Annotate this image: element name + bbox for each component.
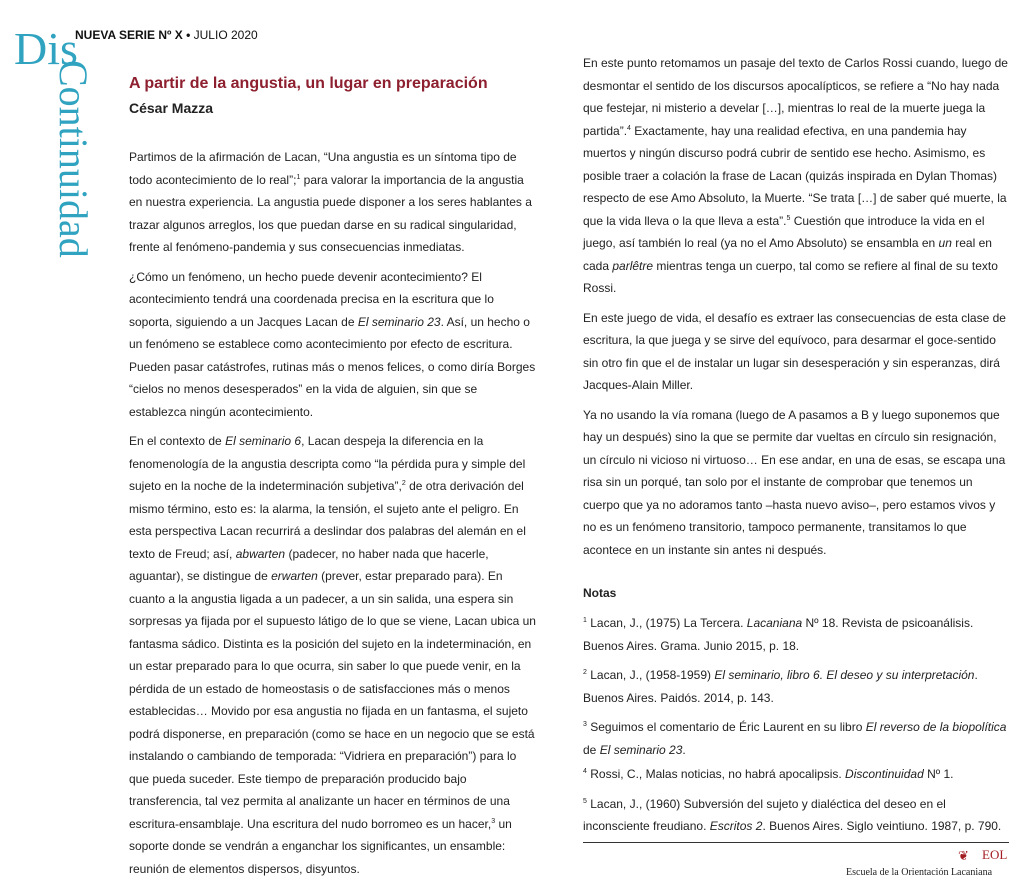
right-column — [583, 52, 1008, 568]
italic-text: El seminario 6 — [225, 434, 302, 448]
text: Rossi, C., Malas noticias, no habrá apocalipsis. — [586, 767, 846, 781]
text: (padecer, no haber nada que hacerle, aguantar), se distingue de — [129, 546, 489, 583]
footnote-ref-1: 1 — [296, 173, 301, 181]
paragraph-6: Ya no usando la vía romana (luego de A pasamos a B y luego suponemos que hay un después) sino la que se permite dar vueltas en círculo sin resignación, un círculo ni vicioso ni virtuoso… En ese andar, en una de esas, se escapa una risa sin un porqué, tan solo por el instante de comprobar que tenemos un cuerpo que ya no adoramos tanto –hasta nuevo aviso–, pero estamos vivos y no es un fenómeno transitorio, tampoco permanente, transitamos lo que acontece en un instante sin antes ni después. — [583, 407, 1006, 557]
text: Nº 18. Revista de psicoanálisis. Buenos Aires. Grama. Junio 2015, p. 18. — [583, 616, 974, 653]
paragraph-1 — [129, 146, 537, 259]
note-number: 5 — [583, 797, 587, 805]
discontinuidad-logo-graphic — [12, 8, 122, 268]
issue-header — [75, 28, 258, 42]
paragraph-3 — [129, 430, 537, 880]
note-2 — [583, 664, 1008, 709]
text: En este punto retomamos un pasaje del texto de Carlos Rossi cuando, luego de desmontar el sentido de los discursos apocalípticos, se refiere a “No hay nada que festejar, ni misterio a develar […], mientras lo real de la muerte juega la partida”. — [583, 56, 1008, 138]
notes-list — [583, 612, 1008, 845]
logo-part2: Continuidad — [51, 60, 96, 258]
text: Exactamente, hay una realidad efectiva, en una pandemia hay muertos y ningún discurso podrá cubrir de sentido ese hecho. Asimismo, es posible traer a colación la frase de Lacan (quizás inspirada en Dylan Thomas) respecto de ese Amo Absoluto, la Muerte. “Se trata […] de saber qué muerte, la que la vida lleva o la que lleva a esta”. — [583, 123, 1007, 228]
text: real en cada — [583, 236, 992, 273]
text: . — [682, 742, 686, 757]
text: Seguimos el comentario de Éric Laurent en su libro — [586, 720, 866, 734]
text: En el contexto de — [129, 434, 226, 448]
italic-text: El seminario 23 — [357, 314, 441, 329]
italic-text: Lacaniana — [746, 616, 803, 630]
text: mientras tenga un cuerpo, tal como se refiere al final de su texto Rossi. — [583, 258, 998, 295]
note-number: 3 — [583, 721, 587, 728]
series-label: NUEVA SERIE Nº X — [75, 28, 183, 42]
note-number: 1 — [583, 617, 587, 624]
text: Cuestión que introduce la vida en el juego, así también lo real (ya no el Amo Absoluto) se ensambla en — [583, 213, 985, 250]
header-separator: • — [186, 28, 191, 42]
text: Lacan, J., (1958-1959) — [586, 668, 715, 682]
note-number: 2 — [583, 669, 587, 676]
text: de — [583, 742, 600, 757]
school-name: Escuela de la Orientación Lacaniana — [846, 867, 993, 878]
note-5 — [583, 793, 1008, 838]
italic-text: parlêtre — [612, 258, 654, 273]
note-number: 4 — [583, 768, 587, 775]
left-column — [129, 146, 537, 887]
notes-heading: Notas — [583, 586, 617, 600]
article-author: César Mazza — [129, 100, 214, 116]
text: (prever, estar preparado para). En cuanto a la angustia ligada a un padecer, a un sin salida, una espera sin sorpresas ya fijada por el supuesto látigo de lo que se viene, Lacan ubica un fantasma sádico. Distinta es la posición del sujeto en la indeterminación, en un estar preparado para lo que ocurra, sin saber lo que puede venir, en la pérdida de un estado de homeostasis o de satisfacciones más o menos establecidas… Movido por esa angustia no fijada en un fantasma, el sujeto podrá disponerse, en preparación (como se hace en un negocio que se está instalando o cambiando de temporada: “Vidriera en preparación”) para lo que pueda suceder. Este tiempo de preparación producido bajo transferencia, tal vez permita al analizante un hacer en términos de una escritura-ensamblaje. Una escritura del nudo borromeo es un hacer, — [129, 569, 536, 831]
text: Partimos de la afirmación de Lacan, “Una angustia es un síntoma tipo de todo acontecimiento de lo real”; — [129, 150, 517, 187]
footnote-ref-2: 2 — [401, 480, 406, 487]
note-3 — [583, 716, 1008, 761]
logo-part1: Dis — [14, 23, 78, 74]
italic-text: El seminario 23 — [599, 742, 683, 757]
text: Lacan, J., (1960) Subversión del sujeto y dialéctica del deseo en el inconsciente freudiano. — [583, 796, 946, 833]
text: de otra derivación del mismo término, esto es: la alarma, la tensión, el sujeto ante el peligro. En esta perspectiva Lacan recurrirá a deslindar dos palabras del alemán en el texto de Freud; así, — [129, 479, 526, 561]
footer-rule — [583, 842, 1009, 843]
text: ¿Cómo un fenómeno, un hecho puede devenir acontecimiento? El acontecimiento tendrá una coordenada precisa en la escritura que lo soporta, siguiendo a un Jacques Lacan de — [129, 269, 494, 329]
italic-text: Discontinuidad — [845, 767, 924, 781]
text: . Buenos Aires. Siglo veintiuno. 1987, p. 790. — [762, 819, 1002, 833]
note-1 — [583, 612, 1008, 657]
footnote-ref-5: 5 — [786, 214, 791, 222]
italic-text: abwarten — [235, 546, 286, 561]
italic-text: erwarten — [271, 569, 318, 583]
text: un soporte donde se vendrán a enganchar los significantes, un ensamble: reunión de elementos dispersos, disyuntos. — [129, 816, 512, 876]
eol-logo-text: EOL — [982, 847, 1008, 862]
paragraph-5: En este juego de vida, el desafío es extraer las consecuencias de esta clase de escritura, la que juega y se sirve del equívoco, para desarmar el goce-sentido sin otro fin que el de instalar un lugar sin desesperación y sin esperanzas, dirá Jacques-Alain Miller. — [583, 310, 1006, 392]
paragraph-4 — [583, 52, 1008, 300]
italic-text: El reverso de la biopolítica — [865, 720, 1007, 734]
text: Nº 1. — [923, 767, 954, 781]
text: . Buenos Aires. Paidós. 2014, p. 143. — [583, 668, 978, 705]
text: . Así, un hecho o un fenómeno se establece como acontecimiento por efecto de escritura. Pueden pasar catástrofes, rutinas más o menos felices, o como diría Borges “cielos no menos desesperados” en la vida de alguien, sin que se establezca ningún acontecimiento. — [129, 314, 536, 419]
text: para valorar la importancia de la angustia en nuestra experiencia. La angustia puede disponer a los seres hablantes a trazar algunos arreglos, los que puedan darse en su radical singularidad, frente al fenómeno-pandemia y sus consecuencias inmediatas. — [129, 172, 532, 254]
italic-text: El seminario, libro 6. El deseo y su interpretación — [714, 668, 975, 682]
issue-date: JULIO 2020 — [193, 28, 258, 42]
text: Lacan, J., (1975) La Tercera. — [586, 616, 747, 630]
discontinuidad-logo — [12, 8, 122, 268]
italic-text: Escritos 2 — [709, 819, 763, 833]
footnote-ref-3: 3 — [491, 817, 496, 825]
note-4 — [583, 763, 1008, 786]
paragraph-2 — [129, 266, 537, 424]
footnote-ref-4: 4 — [627, 124, 631, 132]
eol-emblem-icon: ❦ — [958, 848, 969, 863]
italic-text: un — [938, 236, 952, 250]
text: , Lacan despeja la diferencia en la fenomenología de la angustia descripta como “la pérdida pura y simple del sujeto en la noche de la indeterminación subjetiva”, — [129, 434, 526, 493]
article-title: A partir de la angustia, un lugar en preparación — [129, 75, 488, 92]
